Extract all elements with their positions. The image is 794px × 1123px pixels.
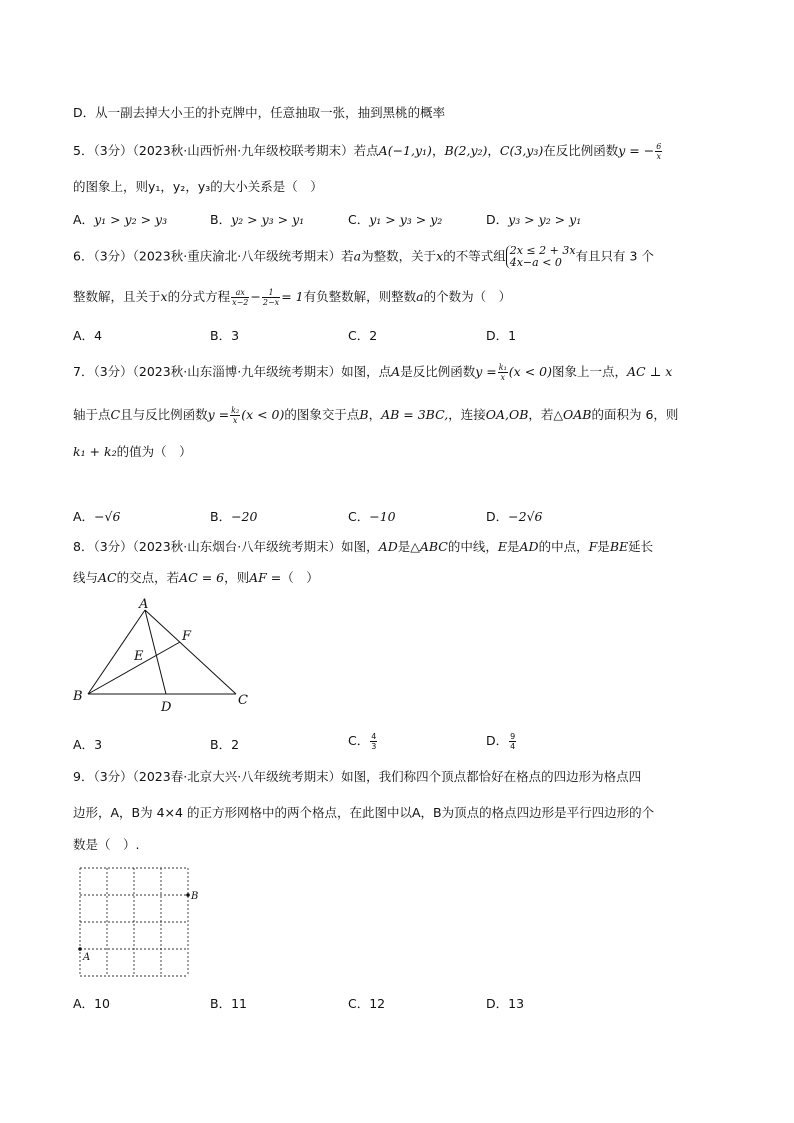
q7-oaob: OA,OB xyxy=(485,407,529,422)
q8-triangle-figure xyxy=(65,590,265,720)
q7-option-d[interactable] xyxy=(486,507,543,525)
q6-frac-1 xyxy=(231,288,249,307)
q6-inequality-system xyxy=(506,245,576,269)
q6-option-d[interactable] xyxy=(486,326,516,344)
q9-label-b: B xyxy=(191,891,199,902)
q9-line-2: 边形，A，B为 4×4 的正方形网格中的两个格点，在此图中以A，B为顶点的格点四边形是平行四边形的个 xyxy=(73,805,655,820)
q8-head: 8．（3分）（2023秋·山东烟台·八年级统考期末）如图， xyxy=(73,539,379,554)
q8-option-b-label: B． xyxy=(210,737,232,752)
q7-triangle: △OAB xyxy=(553,407,592,422)
q6-l2-a2: a xyxy=(416,289,424,304)
q6-frac-2-num: 1 xyxy=(262,288,280,298)
q7-option-a-label: A． xyxy=(73,509,95,524)
q8-l2-c: ，则 xyxy=(224,570,250,585)
q8-line-1 xyxy=(73,537,653,555)
q7-l2-g: 的面积为 6，则 xyxy=(591,407,679,422)
q6-option-c-label: C． xyxy=(348,328,370,343)
q8-t3: 是 xyxy=(507,539,520,554)
q7-cond2: (x < 0) xyxy=(241,407,285,422)
q8-option-c-label: C． xyxy=(348,733,370,748)
q8-cond: AC = 6 xyxy=(179,570,225,585)
q9-option-a[interactable] xyxy=(73,994,110,1012)
q8-option-d-num: 9 xyxy=(510,732,516,741)
q8-option-c-num: 4 xyxy=(371,732,377,741)
q5-option-c[interactable] xyxy=(348,210,442,228)
q7-l3-t: 的值为（ ） xyxy=(116,444,192,459)
q5-line-1 xyxy=(73,141,663,161)
q8-option-d-label: D． xyxy=(486,733,509,748)
q9-option-b[interactable] xyxy=(210,994,247,1012)
q7-l2-b: 且与反比例函数 xyxy=(120,407,208,422)
q7-option-b-label: B． xyxy=(210,509,232,524)
q8-t4: 的中点， xyxy=(538,539,589,554)
q6-head: 6．（3分）（2023秋·重庆渝北·八年级统考期末）若 xyxy=(73,248,354,264)
q8-option-b[interactable] xyxy=(210,735,239,753)
q6-option-a-text: 4 xyxy=(94,328,103,343)
q5-option-a-label: A． xyxy=(73,212,95,227)
q7-line-1 xyxy=(73,362,672,382)
q9-grid-figure xyxy=(70,860,210,985)
q6-option-c-text: 2 xyxy=(369,328,378,343)
q7-l2-f: ，若 xyxy=(528,407,554,422)
q8-f: F xyxy=(588,539,598,554)
q5-option-c-text: y₁ > y₃ > y₂ xyxy=(369,212,443,227)
q9-option-b-text: 11 xyxy=(231,996,247,1011)
q5-option-a[interactable] xyxy=(73,210,167,228)
q9-option-c-text: 12 xyxy=(369,996,386,1011)
q6-frac-2-den: 2−x xyxy=(262,298,280,307)
q8-be: BE xyxy=(609,539,629,554)
q7-l2-a: 轴于点 xyxy=(73,407,111,422)
q7-k1-num: k₁ xyxy=(498,363,507,372)
q7-t1: 是反比例函数 xyxy=(400,364,476,379)
q5-option-d-label: D． xyxy=(486,212,509,227)
q7-y1: y = xyxy=(475,364,497,379)
q6-option-b-text: 3 xyxy=(231,328,240,343)
q6-line-2 xyxy=(73,287,511,307)
q9-point-b xyxy=(186,893,190,897)
q7-line-3 xyxy=(73,442,192,460)
q8-label-a: A xyxy=(139,597,149,612)
q7-perp: AC ⊥ x xyxy=(627,364,673,379)
q6-t2: 的不等式组 xyxy=(443,248,506,264)
q8-l2-a: 线与 xyxy=(73,570,99,585)
q9-line-1: 9．（3分）（2023春·北京大兴·八年级统考期末）如图，我们称四个顶点都恰好在格点的四边形为格点四 xyxy=(73,769,642,784)
q7-option-b[interactable] xyxy=(210,507,257,525)
q5-func-num: 6 xyxy=(656,142,662,151)
q8-t5: 是 xyxy=(597,539,610,554)
q4-option-d: D．从一副去掉大小王的扑克牌中，任意抽取一张，抽到黑桃的概率 xyxy=(73,105,446,120)
q8-triangle: △ABC xyxy=(410,539,448,554)
q7-k2-den: x xyxy=(232,416,238,425)
q6-option-d-label: D． xyxy=(486,328,509,343)
q5-point-c: C(3,y₃) xyxy=(499,143,544,158)
q8-option-d-frac xyxy=(509,732,516,751)
q6-line-1 xyxy=(73,245,654,269)
q8-ad2: AD xyxy=(519,539,539,554)
q5-mid: 在反比例函数 xyxy=(543,143,619,158)
q8-label-e: E xyxy=(134,649,144,664)
q5-option-b-text: y₂ > y₃ > y₁ xyxy=(231,212,305,227)
q8-t2: 的中线， xyxy=(447,539,498,554)
q6-option-c[interactable] xyxy=(348,326,377,344)
q7-cond1: (x < 0) xyxy=(508,364,552,379)
q7-l2-d: ， xyxy=(368,407,382,422)
q7-frac-k2 xyxy=(230,406,240,425)
q8-option-d-den: 4 xyxy=(510,742,516,751)
q6-l2-x: x xyxy=(160,289,168,304)
q8-option-a-label: A． xyxy=(73,737,95,752)
q6-minus: − xyxy=(250,289,261,304)
q7-option-b-text: −20 xyxy=(231,509,258,524)
q8-option-b-text: 2 xyxy=(231,737,240,752)
q5-func-lhs: y = − xyxy=(618,143,655,158)
q8-option-c-frac xyxy=(370,732,377,751)
q6-option-a-label: A． xyxy=(73,328,95,343)
q8-side-ac xyxy=(145,610,236,694)
q8-ac: AC xyxy=(98,570,117,585)
q5-sep1: ， xyxy=(431,143,445,158)
q5-point-a: A(−1,y₁) xyxy=(378,143,432,158)
q5-func-den: x xyxy=(656,152,662,161)
q7-k1-den: x xyxy=(500,373,506,382)
q8-l2-b: 的交点，若 xyxy=(116,570,180,585)
q7-l2-c: 的图象交于点 xyxy=(284,407,360,422)
q9-option-d[interactable] xyxy=(486,994,524,1012)
q6-ineq-2: 4x−a < 0 xyxy=(509,256,562,269)
q5-option-c-label: C． xyxy=(348,212,370,227)
q8-option-a[interactable] xyxy=(73,735,102,753)
q5-option-d[interactable] xyxy=(486,210,581,228)
q5-func-frac xyxy=(655,142,662,161)
q6-var-a: a xyxy=(353,248,362,264)
q8-l2-d: （ ） xyxy=(281,570,319,585)
q6-l2-b: 的分式方程 xyxy=(167,289,231,304)
q6-frac-2 xyxy=(262,288,280,307)
q9-grid-lines xyxy=(80,868,188,976)
q7-option-c[interactable] xyxy=(348,507,396,525)
q7-option-c-text: −10 xyxy=(369,509,396,524)
q5-sep2: ， xyxy=(487,143,500,158)
q6-option-d-text: 1 xyxy=(508,328,517,343)
q8-af: AF = xyxy=(249,570,282,585)
q7-point-c: C xyxy=(110,407,121,422)
q7-t2: 图象上一点， xyxy=(551,364,627,379)
q7-point-b: B xyxy=(359,407,369,422)
q5-line-2: 的图象上，则y₁，y₂，y₃的大小关系是（ ） xyxy=(73,179,323,194)
q6-frac-1-num: ax xyxy=(231,288,249,298)
q9-label-a: A xyxy=(83,952,91,963)
q6-option-b[interactable] xyxy=(210,326,239,344)
q5-option-b-label: B． xyxy=(210,212,232,227)
q6-option-a[interactable] xyxy=(73,326,102,344)
q7-option-d-text: −2√6 xyxy=(508,509,543,524)
q6-eq: = 1 xyxy=(281,289,304,304)
q7-option-c-label: C． xyxy=(348,509,370,524)
q5-head: 5．（3分）（2023秋·山西忻州·九年级校联考期末）若点 xyxy=(73,143,379,158)
q7-option-a[interactable] xyxy=(73,507,120,525)
q8-option-c-den: 3 xyxy=(371,742,377,751)
q8-option-a-text: 3 xyxy=(94,737,103,752)
q8-ad: AD xyxy=(378,539,398,554)
q6-t1: 为整数，关于 xyxy=(361,248,437,264)
q8-e: E xyxy=(497,539,508,554)
q8-option-c[interactable] xyxy=(348,731,378,751)
q8-option-d[interactable] xyxy=(486,731,517,751)
q6-l2-a: 整数解，且关于 xyxy=(73,289,161,304)
q6-ineq-1: 2x ≤ 2 + 3x xyxy=(509,244,576,257)
q8-label-b: B xyxy=(73,689,83,704)
q9-option-a-label: A． xyxy=(73,996,95,1011)
q7-line-2 xyxy=(73,405,678,425)
q6-frac-1-den: x−2 xyxy=(232,298,249,307)
q9-option-c[interactable] xyxy=(348,994,385,1012)
q6-t3: 有且只有 3 个 xyxy=(575,248,654,264)
q7-l2-e: ，连接 xyxy=(448,407,486,422)
q8-t6: 延长 xyxy=(628,539,654,554)
q5-option-a-text: y₁ > y₂ > y₃ xyxy=(94,212,168,227)
q7-head: 7．（3分）（2023秋·山东淄博·九年级统考期末）如图，点 xyxy=(73,364,392,379)
q5-point-b: B(2,y₂) xyxy=(444,143,488,158)
q7-rel: AB = 3BC, xyxy=(381,407,449,422)
q8-line-2 xyxy=(73,568,319,586)
q7-point-a: A xyxy=(391,364,401,379)
q9-option-d-label: D． xyxy=(486,996,509,1011)
q9-option-a-text: 10 xyxy=(94,996,110,1011)
q6-l2-d: 的个数为（ ） xyxy=(423,289,512,304)
q6-var-x: x xyxy=(436,248,444,264)
q8-label-d: D xyxy=(161,700,172,715)
q9-point-a xyxy=(78,947,82,951)
q7-expr: k₁ + k₂ xyxy=(73,444,117,459)
q9-option-d-text: 13 xyxy=(508,996,525,1011)
q9-option-c-label: C． xyxy=(348,996,370,1011)
q9-option-b-label: B． xyxy=(210,996,232,1011)
q5-option-b[interactable] xyxy=(210,210,304,228)
q7-k2-num: k₂ xyxy=(231,406,240,415)
q6-l2-c: 有负整数解，则整数 xyxy=(303,289,417,304)
q8-label-c: C xyxy=(238,693,248,708)
q7-option-a-text: −√6 xyxy=(94,509,121,524)
q9-line-3: 数是（ ）. xyxy=(73,837,140,852)
q5-option-d-text: y₃ > y₂ > y₁ xyxy=(508,212,582,227)
q8-t1: 是 xyxy=(397,539,411,554)
q7-frac-k1 xyxy=(498,363,508,382)
q7-y2: y = xyxy=(207,407,230,422)
q6-option-b-label: B． xyxy=(210,328,232,343)
q7-option-d-label: D． xyxy=(486,509,509,524)
q8-label-f: F xyxy=(182,629,192,644)
